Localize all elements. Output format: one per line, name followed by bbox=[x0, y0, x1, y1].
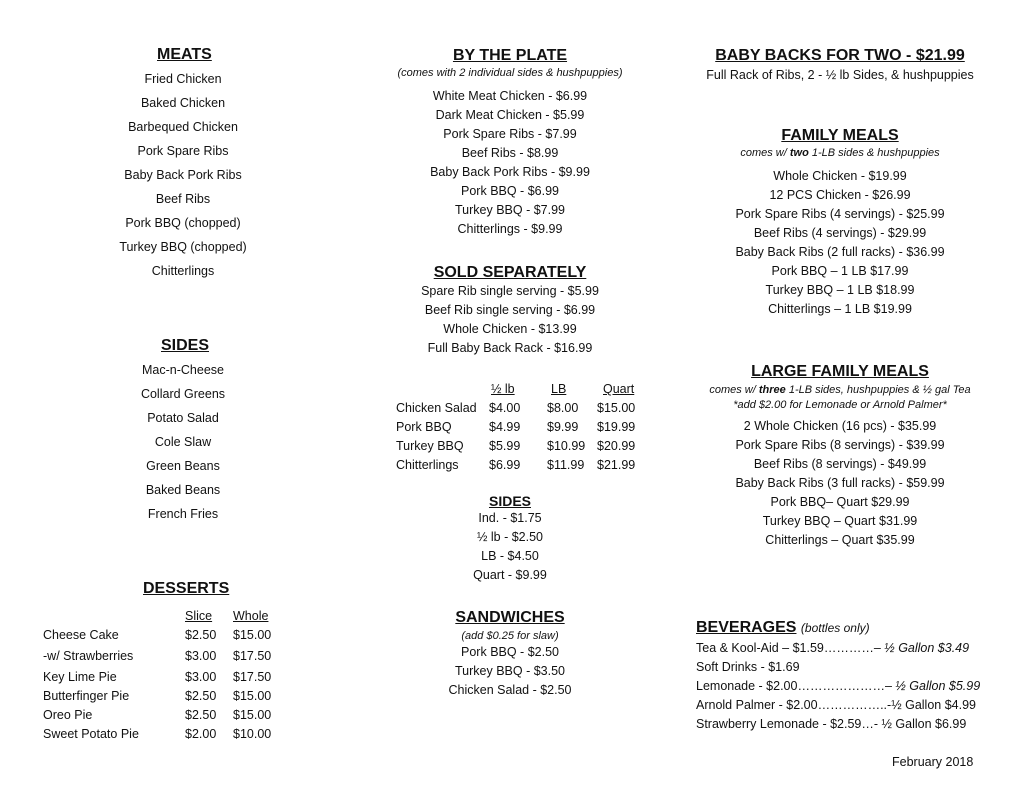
list-item: Turkey BBQ - $7.99 bbox=[455, 203, 565, 217]
table-row: Oreo Pie $2.50 $15.00 bbox=[43, 707, 272, 722]
list-item: Pork BBQ– Quart $29.99 bbox=[770, 495, 910, 509]
list-item: Collard Greens bbox=[140, 387, 226, 401]
table-row: Chitterlings $6.99 $11.99 $21.99 bbox=[396, 457, 636, 472]
list-item: Tea & Kool-Aid – $1.59…………– ½ Gallon $3.49 bbox=[696, 641, 970, 655]
meats-title: MEATS bbox=[157, 46, 212, 63]
meats-list bbox=[88, 72, 278, 288]
desserts-title: DESSERTS bbox=[143, 580, 230, 597]
list-item: Beef Rib single serving - $6.99 bbox=[424, 303, 596, 317]
table-row: Chicken Salad $4.00 $8.00 $15.00 bbox=[396, 400, 636, 415]
list-item: Spare Rib single serving - $5.99 bbox=[421, 284, 599, 298]
large-family-meals-note: comes w/ three 1-LB sides, hushpuppies & ½ gal Tea bbox=[709, 384, 971, 396]
list-item: Chitterlings - $9.99 bbox=[457, 222, 563, 236]
large-family-meals-note2: *add $2.00 for Lemonade or Arnold Palmer* bbox=[733, 399, 947, 411]
list-item: 12 PCS Chicken - $26.99 bbox=[769, 188, 911, 202]
sides-title: SIDES bbox=[161, 337, 210, 354]
col-header-half-lb: ½ lb bbox=[491, 382, 515, 396]
list-item: Chitterlings bbox=[151, 264, 215, 278]
list-item: Soft Drinks - $1.69 bbox=[696, 660, 800, 674]
baby-backs-desc: Full Rack of Ribs, 2 - ½ lb Sides, & hushpuppies bbox=[706, 68, 974, 82]
sides-prices-title: SIDES bbox=[488, 493, 531, 509]
beverages-title: BEVERAGES bbox=[696, 619, 797, 636]
desserts-table bbox=[43, 607, 271, 743]
list-item: Whole Chicken - $19.99 bbox=[773, 169, 907, 183]
list-item: Turkey BBQ – 1 LB $18.99 bbox=[765, 283, 915, 297]
list-item: Pork BBQ (chopped) bbox=[125, 216, 241, 230]
sandwiches-title: SANDWICHES bbox=[455, 609, 565, 626]
table-row: Pork BBQ $4.99 $9.99 $19.99 bbox=[396, 419, 636, 434]
list-item: Ind. - $1.75 bbox=[478, 511, 542, 525]
list-item: Baby Back Ribs (3 full racks) - $59.99 bbox=[735, 476, 945, 490]
list-item: Pork Spare Ribs (8 servings) - $39.99 bbox=[735, 438, 945, 452]
list-item: Full Baby Back Rack - $16.99 bbox=[427, 341, 593, 355]
menu-date: February 2018 bbox=[892, 755, 974, 769]
table-row: Key Lime Pie $3.00 $17.50 bbox=[43, 669, 272, 684]
list-item: Pork BBQ - $6.99 bbox=[461, 184, 559, 198]
list-item: Chitterlings – 1 LB $19.99 bbox=[768, 302, 912, 316]
sold-separately-section bbox=[369, 264, 651, 360]
table-row: Turkey BBQ $5.99 $10.99 $20.99 bbox=[396, 438, 636, 453]
list-item: Pork BBQ - $2.50 bbox=[461, 645, 559, 659]
list-item: Dark Meat Chicken - $5.99 bbox=[435, 108, 585, 122]
table-row: Cheese Cake $2.50 $15.00 bbox=[43, 627, 272, 642]
list-item: Turkey BBQ (chopped) bbox=[119, 240, 247, 254]
col-header-whole: Whole bbox=[233, 609, 269, 623]
col-header-slice: Slice bbox=[185, 609, 213, 623]
list-item: Mac-n-Cheese bbox=[142, 363, 224, 377]
table-row: Butterfinger Pie $2.50 $15.00 bbox=[43, 688, 272, 703]
table-row: Sweet Potato Pie $2.00 $10.00 bbox=[43, 726, 272, 741]
family-meals-title: FAMILY MEALS bbox=[781, 127, 899, 144]
list-item: Fried Chicken bbox=[144, 72, 222, 86]
sandwiches-note: (add $0.25 for slaw) bbox=[461, 630, 559, 642]
large-family-meals-section bbox=[680, 363, 1000, 552]
list-item: ½ lb - $2.50 bbox=[476, 530, 543, 544]
list-item: Lemonade - $2.00…………………– ½ Gallon $5.99 bbox=[696, 679, 981, 693]
sides-list bbox=[88, 363, 278, 531]
list-item: Barbequed Chicken bbox=[128, 120, 238, 134]
list-item: Chitterlings – Quart $35.99 bbox=[765, 533, 915, 547]
list-item: Beef Ribs (8 servings) - $49.99 bbox=[753, 457, 927, 471]
list-item: White Meat Chicken - $6.99 bbox=[432, 89, 588, 103]
bulk-price-table bbox=[396, 380, 635, 474]
baby-backs-title: BABY BACKS FOR TWO - $21.99 bbox=[715, 47, 965, 64]
list-item: Green Beans bbox=[146, 459, 220, 473]
list-item: Beef Ribs bbox=[155, 192, 211, 206]
large-family-meals-title: LARGE FAMILY MEALS bbox=[751, 363, 929, 380]
list-item: Cole Slaw bbox=[154, 435, 212, 449]
list-item: Baby Back Ribs (2 full racks) - $36.99 bbox=[735, 245, 945, 259]
list-item: Beef Ribs (4 servings) - $29.99 bbox=[753, 226, 927, 240]
list-item: Strawberry Lemonade - $2.59…- ½ Gallon $6.99 bbox=[696, 717, 967, 731]
list-item: Pork Spare Ribs - $7.99 bbox=[443, 127, 577, 141]
beverages-note: (bottles only) bbox=[800, 621, 870, 635]
by-the-plate-title: BY THE PLATE bbox=[452, 47, 568, 64]
list-item: Baby Back Pork Ribs bbox=[124, 168, 242, 182]
list-item: Turkey BBQ – Quart $31.99 bbox=[762, 514, 918, 528]
family-meals-section bbox=[690, 127, 990, 321]
sold-separately-title: SOLD SEPARATELY bbox=[433, 264, 587, 281]
beverages-section bbox=[696, 619, 980, 736]
list-item: Arnold Palmer - $2.00……………..-½ Gallon $4.99 bbox=[696, 698, 976, 712]
list-item: Chicken Salad - $2.50 bbox=[448, 683, 572, 697]
list-item: Quart - $9.99 bbox=[473, 568, 547, 582]
by-the-plate-note: (comes with 2 individual sides & hushpuppies) bbox=[397, 67, 623, 79]
list-item: Whole Chicken - $13.99 bbox=[443, 322, 577, 336]
list-item: Baked Chicken bbox=[140, 96, 226, 110]
list-item: French Fries bbox=[147, 507, 219, 521]
col-header-quart: Quart bbox=[603, 382, 635, 396]
col-header-lb: LB bbox=[551, 382, 567, 396]
table-row: -w/ Strawberries $3.00 $17.50 bbox=[43, 648, 272, 663]
sides-prices-section bbox=[369, 493, 651, 587]
list-item: Pork Spare Ribs bbox=[137, 144, 229, 158]
list-item: 2 Whole Chicken (16 pcs) - $35.99 bbox=[743, 419, 937, 433]
list-item: LB - $4.50 bbox=[481, 549, 539, 563]
list-item: Pork BBQ – 1 LB $17.99 bbox=[771, 264, 909, 278]
list-item: Pork Spare Ribs (4 servings) - $25.99 bbox=[735, 207, 945, 221]
list-item: Baby Back Pork Ribs - $9.99 bbox=[430, 165, 590, 179]
by-the-plate-section bbox=[369, 47, 651, 241]
family-meals-note: comes w/ two 1-LB sides & hushpuppies bbox=[740, 147, 940, 159]
list-item: Beef Ribs - $8.99 bbox=[461, 146, 559, 160]
baby-backs-section bbox=[690, 47, 990, 82]
sandwiches-section bbox=[369, 609, 651, 702]
list-item: Potato Salad bbox=[147, 411, 219, 425]
list-item: Turkey BBQ - $3.50 bbox=[455, 664, 565, 678]
list-item: Baked Beans bbox=[145, 483, 221, 497]
